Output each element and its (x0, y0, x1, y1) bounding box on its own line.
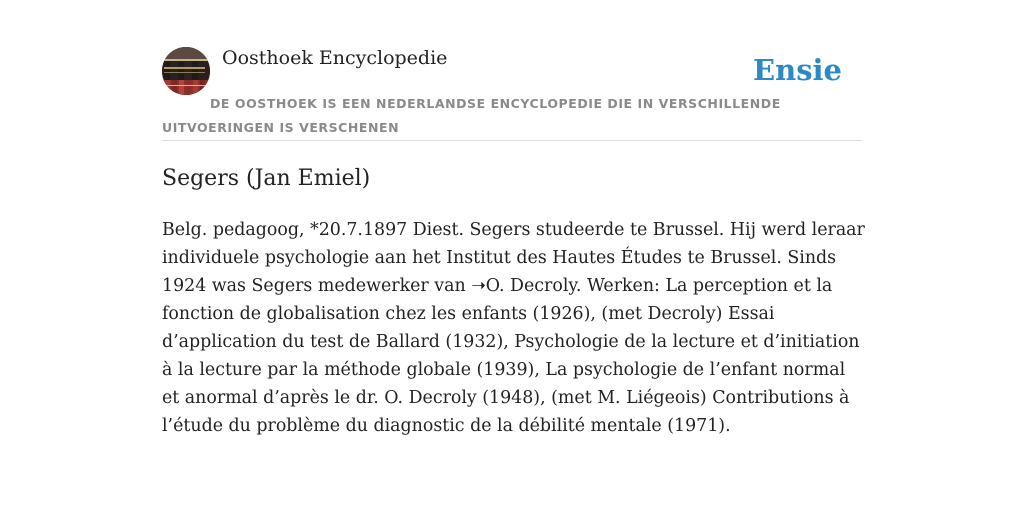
books-icon (162, 47, 210, 95)
article-title: Segers (Jan Emiel) (162, 166, 371, 191)
link-arrow-icon: ➝ (471, 276, 486, 296)
article-body (162, 216, 866, 440)
brand-logo[interactable]: Ensie (753, 53, 842, 87)
site-tagline: DE OOSTHOEK IS EEN NEDERLANDSE ENCYCLOPEDIE DIE IN VERSCHILLENDE UITVOERINGEN IS VERSCHENEN (162, 96, 781, 135)
link-text: O. Decroly (485, 276, 576, 296)
decroly-link[interactable] (471, 276, 576, 296)
article-text-before: Belg. pedagoog, *20.7.1897 Diest. Segers studeerde te Brussel. Hij werd leraar individuele psychologie aan het Institut des Hautes Études te Brussel. Sinds 1924 was Segers medewerker van (162, 220, 865, 296)
article-text-after: . Werken: La perception et la fonction de globalisation chez les enfants (1926), (met Decroly) Essai d’application du test de Ballard (1932), Psychologie de la lecture et d’initiation à la lecture par la méthode globale (1939), La psychologie de l’enfant normal et anormal d’après le dr. O. Decroly (1948), (met M. Liégeois) Contributions à l’étude du problème du diagnostic de la débilité mentale (1971). (162, 276, 860, 436)
encyclopedia-books-avatar[interactable] (162, 47, 210, 95)
site-name[interactable]: Oosthoek Encyclopedie (222, 47, 448, 69)
site-header (162, 46, 862, 141)
